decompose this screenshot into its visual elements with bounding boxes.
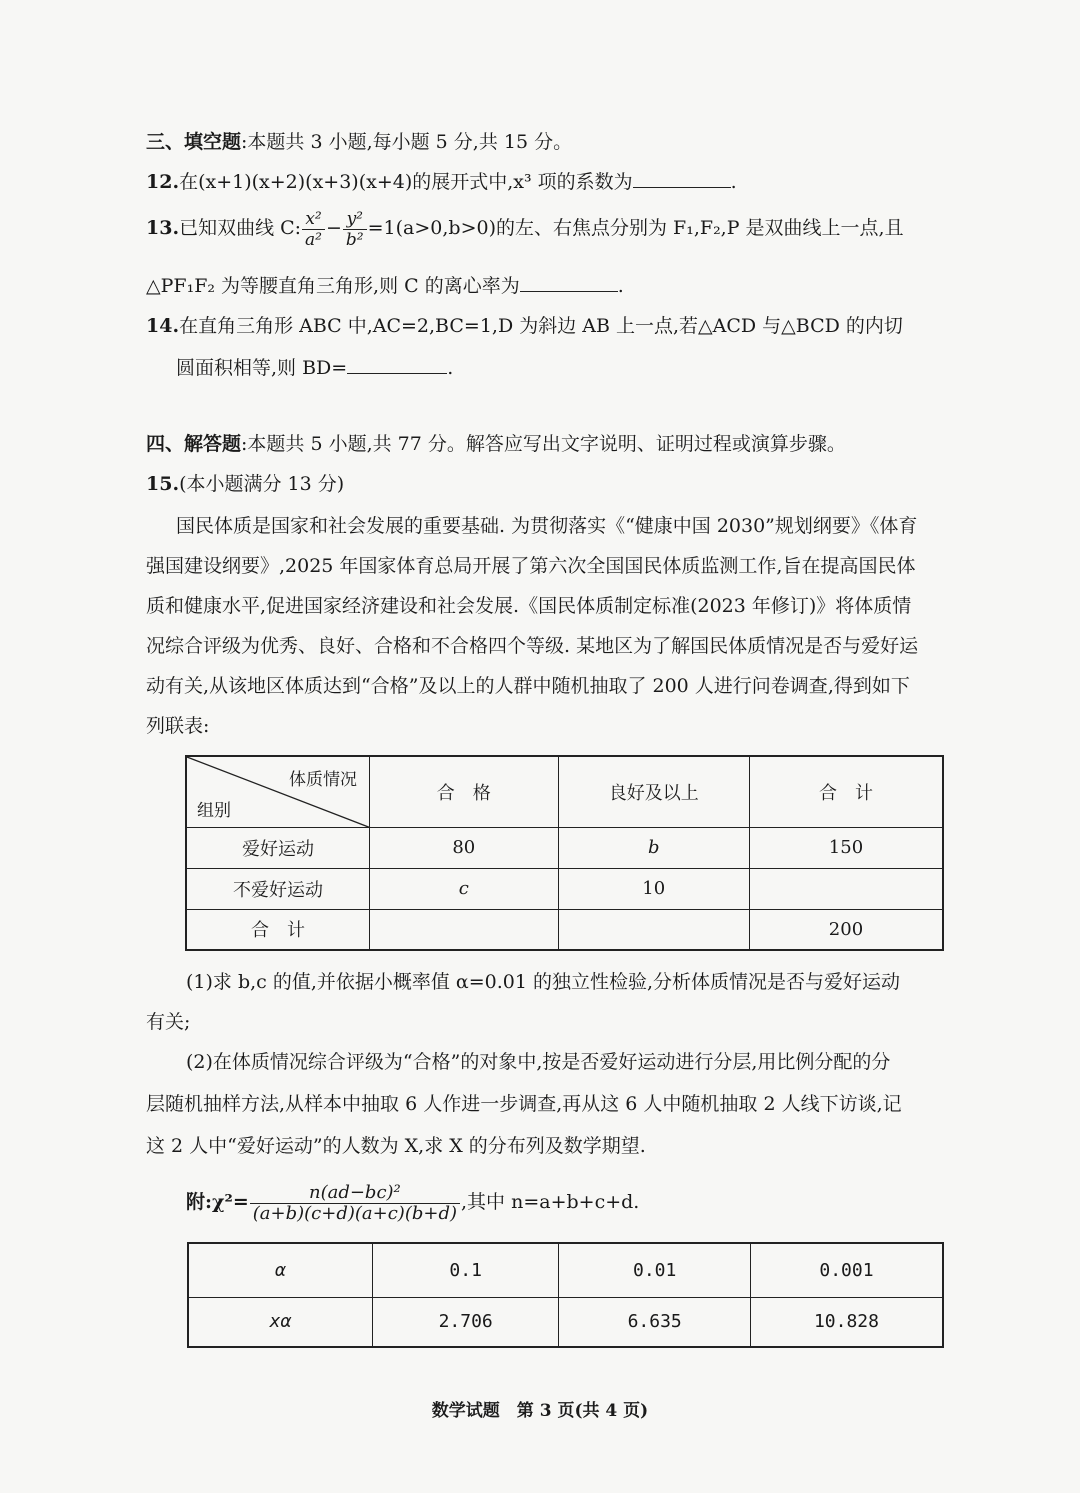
table-cell: 80 <box>370 827 559 868</box>
table-row <box>186 868 943 909</box>
formula-tail: ,其中 n=a+b+c+d. <box>461 1191 640 1213</box>
table-row <box>186 909 943 950</box>
section-4-title <box>146 430 846 458</box>
q15-part2-line-3: 这 2 人中“爱好运动”的人数为 X,求 X 的分布列及数学期望. <box>146 1135 646 1157</box>
table-cell: 0.01 <box>559 1243 751 1297</box>
table-row <box>188 1297 943 1347</box>
alpha-label: α <box>188 1243 372 1297</box>
row-label: 合 计 <box>186 909 370 950</box>
q13-text-post: =1(a>0,b>0)的左、右焦点分别为 F₁,F₂,P 是双曲线上一点,且 <box>367 217 904 239</box>
table-cell: 6.635 <box>559 1297 751 1347</box>
q13-line2-text: △PF₁F₂ 为等腰直角三角形,则 C 的离心率为 <box>146 275 520 297</box>
table-cell: 200 <box>749 909 943 950</box>
q15-score: (本小题满分 13 分) <box>179 473 345 495</box>
table-row <box>188 1243 943 1297</box>
col-header-total: 合 计 <box>749 756 943 827</box>
table-cell: 10 <box>558 868 749 909</box>
q13-frac1-num: x² <box>302 209 325 230</box>
q15-number: 15. <box>146 473 180 495</box>
q14-period: . <box>447 357 454 379</box>
chi-square-formula <box>186 1180 639 1224</box>
q15-para-line-6: 列联表: <box>146 715 210 737</box>
q15-part1-line-1: (1)求 b,c 的值,并依据小概率值 α=0.01 的独立性检验,分析体质情况是否与爱好运动 <box>186 971 901 993</box>
table-cell: c <box>370 868 559 909</box>
q12-number: 12. <box>146 171 180 193</box>
question-13 <box>146 206 904 250</box>
q13-frac2-den: b² <box>345 229 364 250</box>
question-12 <box>146 168 737 196</box>
section-3-heading: 三、填空题 <box>146 131 242 153</box>
q15-para-line-3: 质和健康水平,促进国家经济建设和社会发展.《国民体质制定标准(2023 年修订)》将体质情 <box>146 595 912 617</box>
table-cell: b <box>558 827 749 868</box>
table-cell: 10.828 <box>750 1297 943 1347</box>
q15-part2-line-2: 层随机抽样方法,从样本中抽取 6 人作进一步调查,再从这 6 人中随机抽取 2 人线下访谈,记 <box>146 1093 902 1115</box>
table-cell: 2.706 <box>372 1297 559 1347</box>
q15-para-line-1: 国民体质是国家和社会发展的重要基础. 为贯彻落实《“健康中国 2030”规划纲要》《体育 <box>176 515 918 537</box>
q13-fraction-y <box>343 209 367 250</box>
q13-fraction-x <box>302 209 325 250</box>
question-14-line2 <box>176 354 453 382</box>
q13-answer-blank <box>520 273 618 292</box>
row-label: 不爱好运动 <box>186 868 370 909</box>
table-cell <box>749 868 943 909</box>
section-4-desc: :本题共 5 小题,共 77 分。解答应写出文字说明、证明过程或演算步骤。 <box>241 433 846 455</box>
q13-number: 13. <box>146 217 180 239</box>
question-15-header <box>146 470 344 498</box>
q13-text-pre: 已知双曲线 C: <box>179 217 302 239</box>
q12-text: 在(x+1)(x+2)(x+3)(x+4)的展开式中,x³ 项的系数为 <box>179 171 633 193</box>
q13-period: . <box>617 275 624 297</box>
table-cell <box>370 909 559 950</box>
table-cell: 0.1 <box>372 1243 559 1297</box>
row-label: 爱好运动 <box>186 827 370 868</box>
table-cell <box>558 909 749 950</box>
question-13-line2 <box>146 272 624 300</box>
table-header-row <box>186 756 943 827</box>
q14-line2-text: 圆面积相等,则 BD= <box>176 357 348 379</box>
page-footer: 数学试题 第 3 页(共 4 页) <box>431 1401 649 1421</box>
q12-period: . <box>730 171 737 193</box>
q15-part1-line-2: 有关; <box>146 1011 191 1033</box>
diag-top-label: 体质情况 <box>289 770 358 790</box>
diagonal-header-cell <box>186 756 370 827</box>
q15-para-line-5: 动有关,从该地区体质达到“合格”及以上的人群中随机抽取了 200 人进行问卷调查,得到如下 <box>146 675 910 697</box>
section-4-heading: 四、解答题 <box>146 433 242 455</box>
q14-number: 14. <box>146 315 180 337</box>
q12-answer-blank <box>633 169 731 188</box>
q13-frac1-den: a² <box>305 229 322 250</box>
q13-minus: − <box>326 217 342 239</box>
section-3-title <box>146 128 572 156</box>
formula-fraction <box>250 1183 460 1224</box>
formula-denominator: (a+b)(c+d)(a+c)(b+d) <box>252 1202 457 1224</box>
contingency-table <box>185 755 944 951</box>
formula-lead: 附:χ²= <box>186 1191 249 1213</box>
section-3-desc: :本题共 3 小题,每小题 5 分,共 15 分。 <box>241 131 573 153</box>
table-cell: 0.001 <box>750 1243 943 1297</box>
question-14 <box>146 312 903 340</box>
critical-value-table <box>187 1242 944 1348</box>
formula-numerator: n(ad−bc)² <box>250 1183 460 1204</box>
q14-line1: 在直角三角形 ABC 中,AC=2,BC=1,D 为斜边 AB 上一点,若△ACD 与△BCD 的内切 <box>179 315 903 337</box>
x-alpha-label: xα <box>188 1297 372 1347</box>
q15-part2-line-1: (2)在体质情况综合评级为“合格”的对象中,按是否爱好运动进行分层,用比例分配的分 <box>186 1051 891 1073</box>
q13-frac2-num: y² <box>343 209 367 230</box>
q15-para-line-4: 况综合评级为优秀、良好、合格和不合格四个等级. 某地区为了解国民体质情况是否与爱好运 <box>146 635 919 657</box>
q14-answer-blank <box>347 355 447 374</box>
diag-bottom-label: 组别 <box>197 800 231 821</box>
col-header-good: 良好及以上 <box>558 756 749 827</box>
table-row <box>186 827 943 868</box>
table-cell: 150 <box>749 827 943 868</box>
q15-para-line-2: 强国建设纲要》,2025 年国家体育总局开展了第六次全国国民体质监测工作,旨在提高国民体 <box>146 555 916 577</box>
col-header-qualified: 合 格 <box>370 756 559 827</box>
